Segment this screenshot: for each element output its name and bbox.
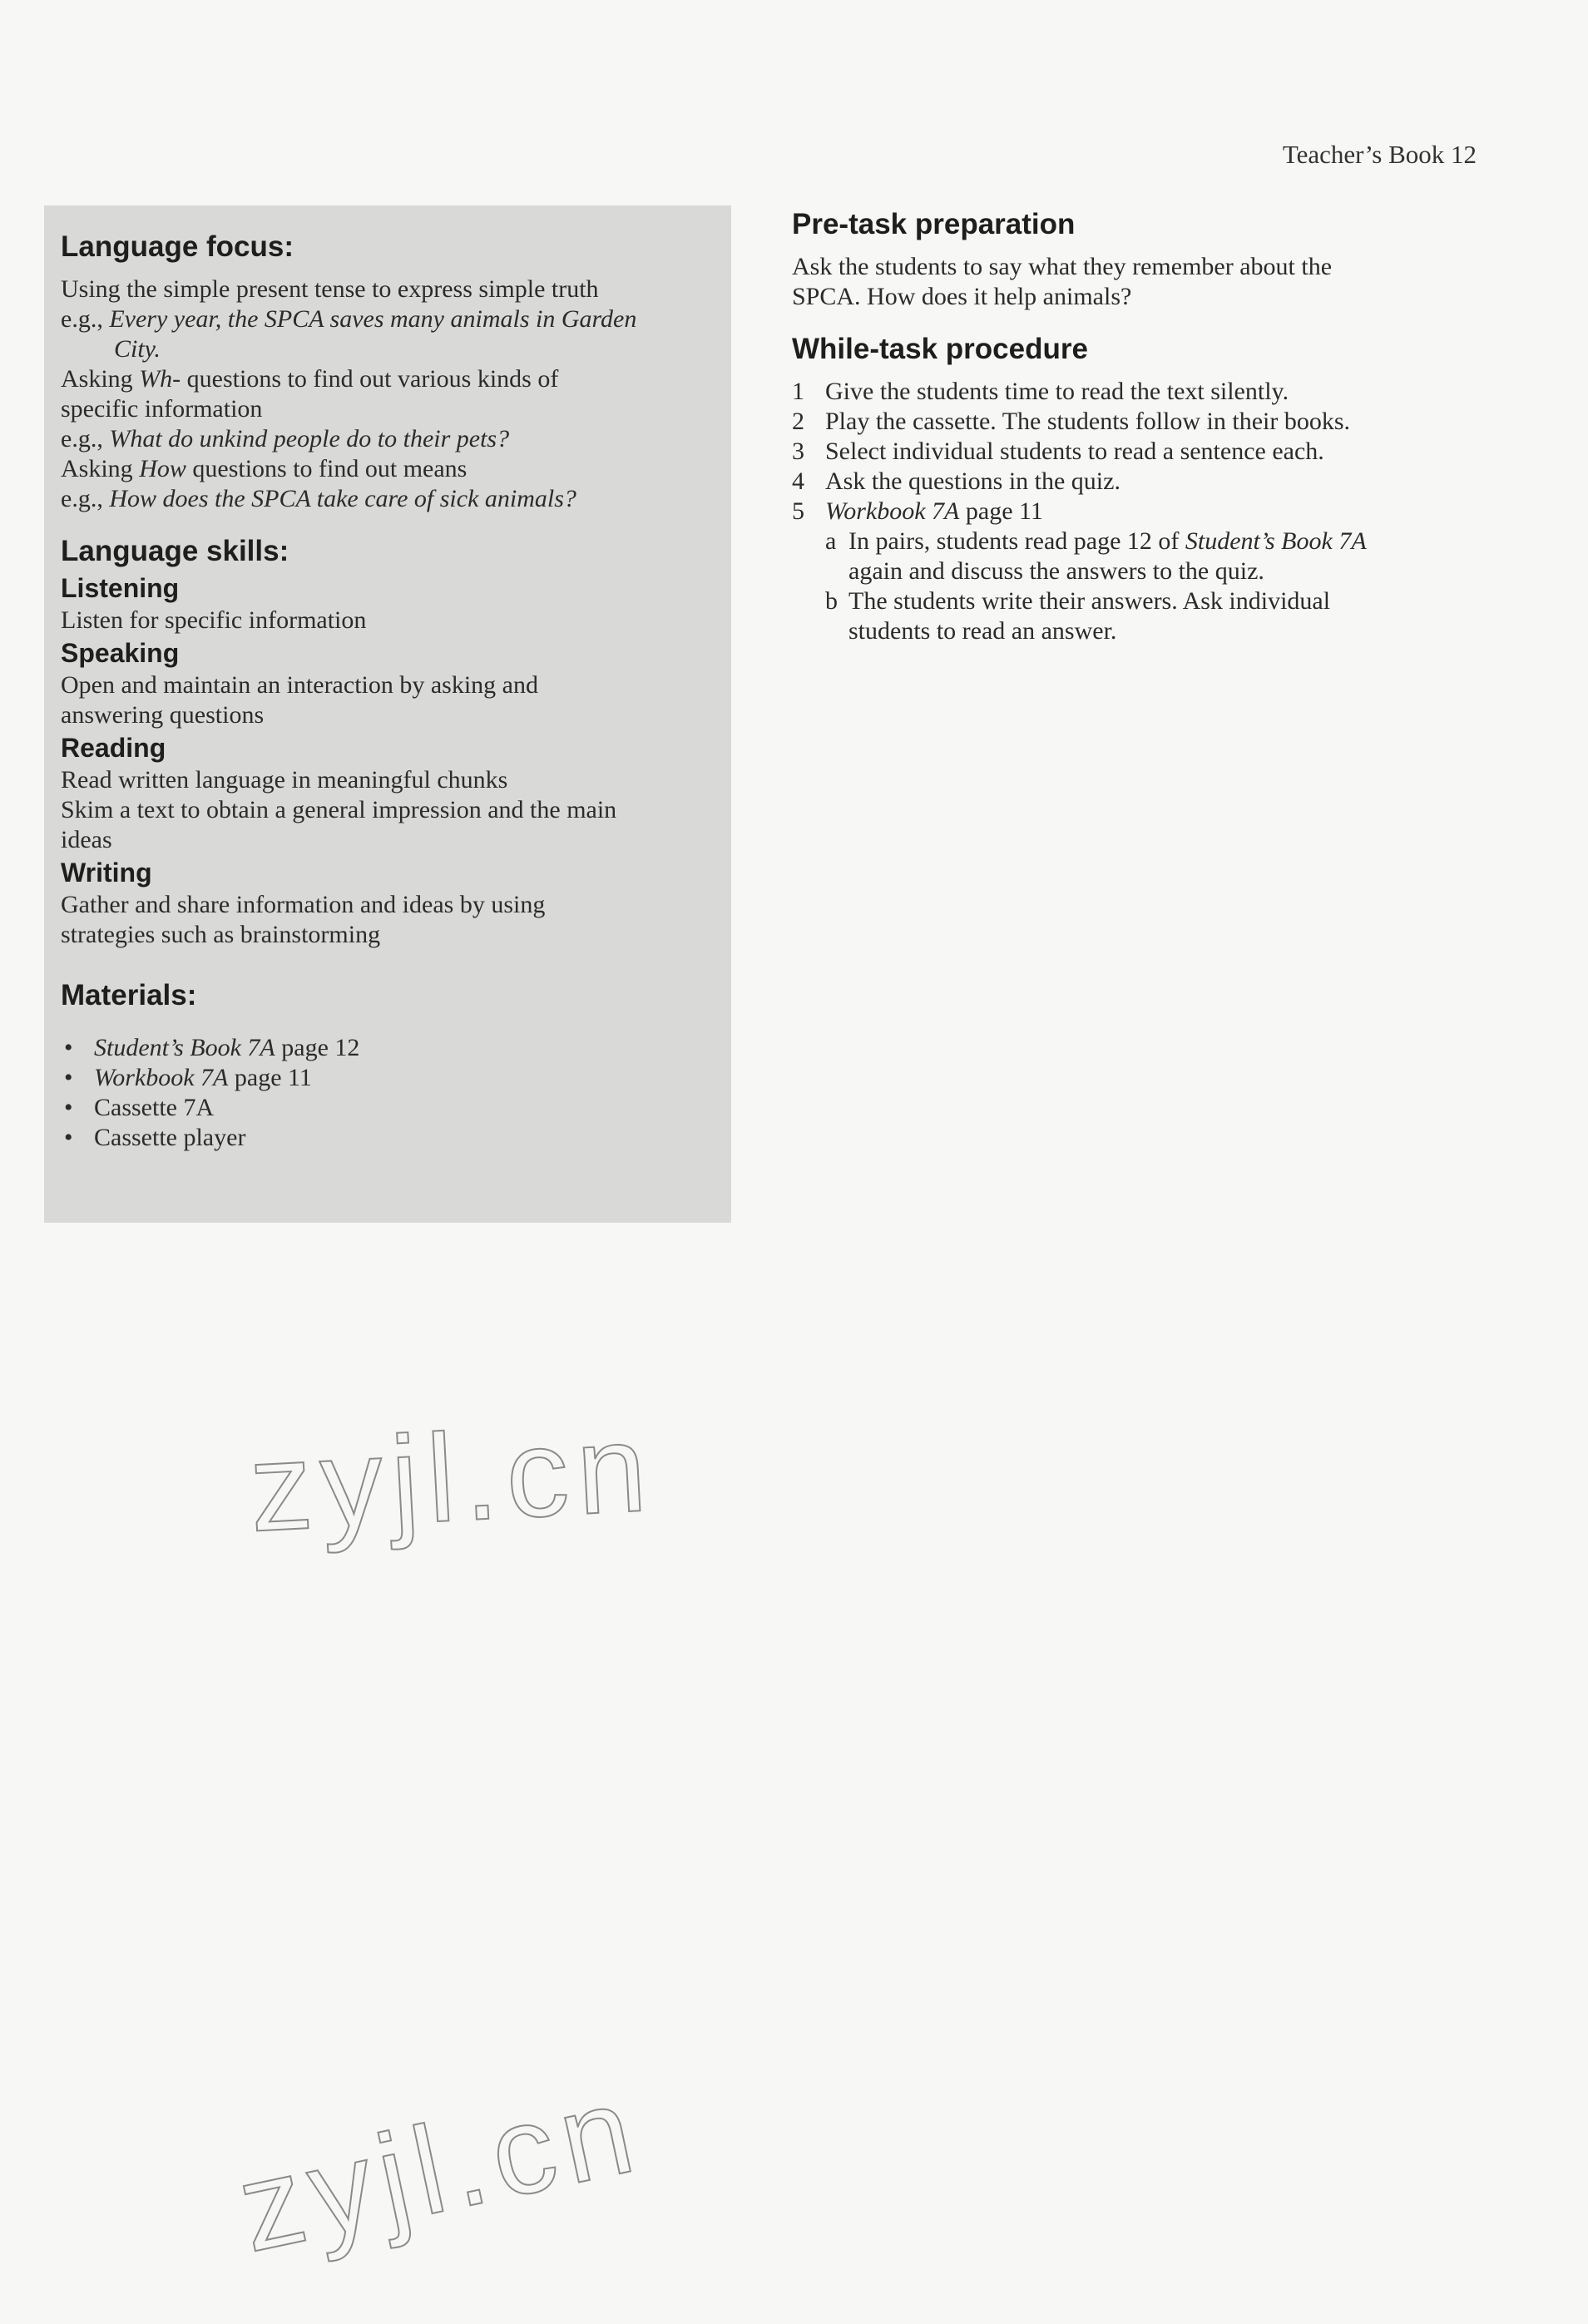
reading-text: ideas bbox=[61, 826, 112, 853]
step-number: 1 bbox=[792, 378, 804, 405]
step-number: 3 bbox=[792, 438, 804, 465]
example-text: What do unkind people do to their pets? bbox=[109, 425, 510, 452]
material-title: Workbook 7A bbox=[94, 1064, 229, 1091]
sub-step-a bbox=[792, 527, 1482, 556]
step-number: 4 bbox=[792, 467, 804, 495]
speaking-text: answering questions bbox=[61, 701, 265, 729]
step-text: Ask the questions in the quiz. bbox=[825, 467, 1121, 495]
summary-panel bbox=[44, 205, 731, 1223]
example-text: How does the SPCA take care of sick animals? bbox=[109, 485, 576, 512]
sub-letter: a bbox=[825, 527, 837, 555]
focus-line bbox=[61, 454, 715, 484]
listening-text: Listen for specific information bbox=[61, 606, 367, 634]
reading-heading: Reading bbox=[61, 733, 166, 763]
speaking-heading: Speaking bbox=[61, 638, 180, 668]
material-title: Student’s Book 7A bbox=[94, 1034, 275, 1061]
text-italic: How bbox=[139, 455, 186, 482]
bullet: • bbox=[64, 1094, 73, 1121]
language-skills-heading: Language skills: bbox=[61, 535, 289, 567]
list-item bbox=[61, 1123, 715, 1153]
eg-prefix: e.g., bbox=[61, 425, 110, 452]
reading-text: Read written language in meaningful chunks bbox=[61, 766, 508, 794]
procedure-column bbox=[792, 205, 1482, 646]
list-item bbox=[792, 377, 1482, 407]
sub-step-a-cont: again and discuss the answers to the quiz. bbox=[848, 557, 1264, 585]
materials-list bbox=[61, 1033, 715, 1153]
step-number: 2 bbox=[792, 408, 804, 435]
example-text: Every year, the SPCA saves many animals in Garden bbox=[109, 305, 637, 333]
sub-text: The students write their answers. Ask individual bbox=[848, 587, 1331, 615]
listening-heading: Listening bbox=[61, 573, 180, 603]
sub-letter: b bbox=[825, 587, 838, 615]
focus-line: Using the simple present tense to express simple truth bbox=[61, 275, 599, 303]
writing-text: Gather and share information and ideas by using bbox=[61, 891, 546, 918]
focus-line: specific information bbox=[61, 395, 263, 423]
step-text: Give the students time to read the text silently. bbox=[825, 378, 1289, 405]
watermark: zyjl.cn bbox=[226, 2057, 652, 2278]
material-rest: page 11 bbox=[228, 1064, 312, 1091]
step-text: Play the cassette. The students follow in their books. bbox=[825, 408, 1351, 435]
running-header: Teacher’s Book 12 bbox=[1282, 140, 1477, 169]
list-item bbox=[792, 437, 1482, 467]
text: Asking bbox=[61, 455, 140, 482]
list-item bbox=[61, 1033, 715, 1063]
sub-text: In pairs, students read page 12 of bbox=[848, 527, 1185, 555]
material-rest: Cassette player bbox=[94, 1124, 246, 1151]
language-focus-heading: Language focus: bbox=[61, 230, 294, 263]
material-rest: Cassette 7A bbox=[94, 1094, 215, 1121]
sub-step-b-cont: students to read an answer. bbox=[848, 617, 1117, 645]
focus-example bbox=[61, 424, 715, 454]
watermark: zyjl.cn bbox=[245, 1397, 658, 1558]
text-italic: Wh- bbox=[139, 365, 181, 393]
list-item bbox=[61, 1093, 715, 1123]
step-text-italic: Workbook 7A bbox=[825, 497, 960, 525]
procedure-list bbox=[792, 377, 1482, 527]
sub-step-b bbox=[792, 586, 1482, 616]
step-number: 5 bbox=[792, 497, 804, 525]
speaking-text: Open and maintain an interaction by asking and bbox=[61, 671, 538, 699]
pretask-text: SPCA. How does it help animals? bbox=[792, 283, 1132, 310]
pretask-heading: Pre-task preparation bbox=[792, 208, 1076, 240]
writing-heading: Writing bbox=[61, 858, 152, 888]
text: questions to find out means bbox=[186, 455, 467, 482]
materials-heading: Materials: bbox=[61, 979, 197, 1011]
pretask-text: Ask the students to say what they remember about the bbox=[792, 253, 1333, 280]
bullet: • bbox=[64, 1064, 73, 1091]
focus-example-cont: City. bbox=[114, 335, 161, 363]
list-item bbox=[792, 467, 1482, 497]
focus-line bbox=[61, 364, 715, 394]
writing-text: strategies such as brainstorming bbox=[61, 921, 381, 948]
material-rest: page 12 bbox=[275, 1034, 360, 1061]
reading-text: Skim a text to obtain a general impression and the main bbox=[61, 796, 617, 823]
step-text: page 11 bbox=[959, 497, 1043, 525]
text: questions to find out various kinds of bbox=[181, 365, 559, 393]
list-item bbox=[792, 407, 1482, 437]
list-item bbox=[61, 1063, 715, 1093]
eg-prefix: e.g., bbox=[61, 305, 110, 333]
eg-prefix: e.g., bbox=[61, 485, 110, 512]
focus-example bbox=[61, 484, 715, 514]
whiletask-heading: While-task procedure bbox=[792, 333, 1088, 365]
step-text: Select individual students to read a sentence each. bbox=[825, 438, 1324, 465]
list-item bbox=[792, 497, 1482, 527]
bullet: • bbox=[64, 1124, 73, 1151]
sub-text-italic: Student’s Book 7A bbox=[1185, 527, 1367, 555]
text: Asking bbox=[61, 365, 140, 393]
focus-example bbox=[61, 304, 715, 334]
bullet: • bbox=[64, 1034, 73, 1061]
